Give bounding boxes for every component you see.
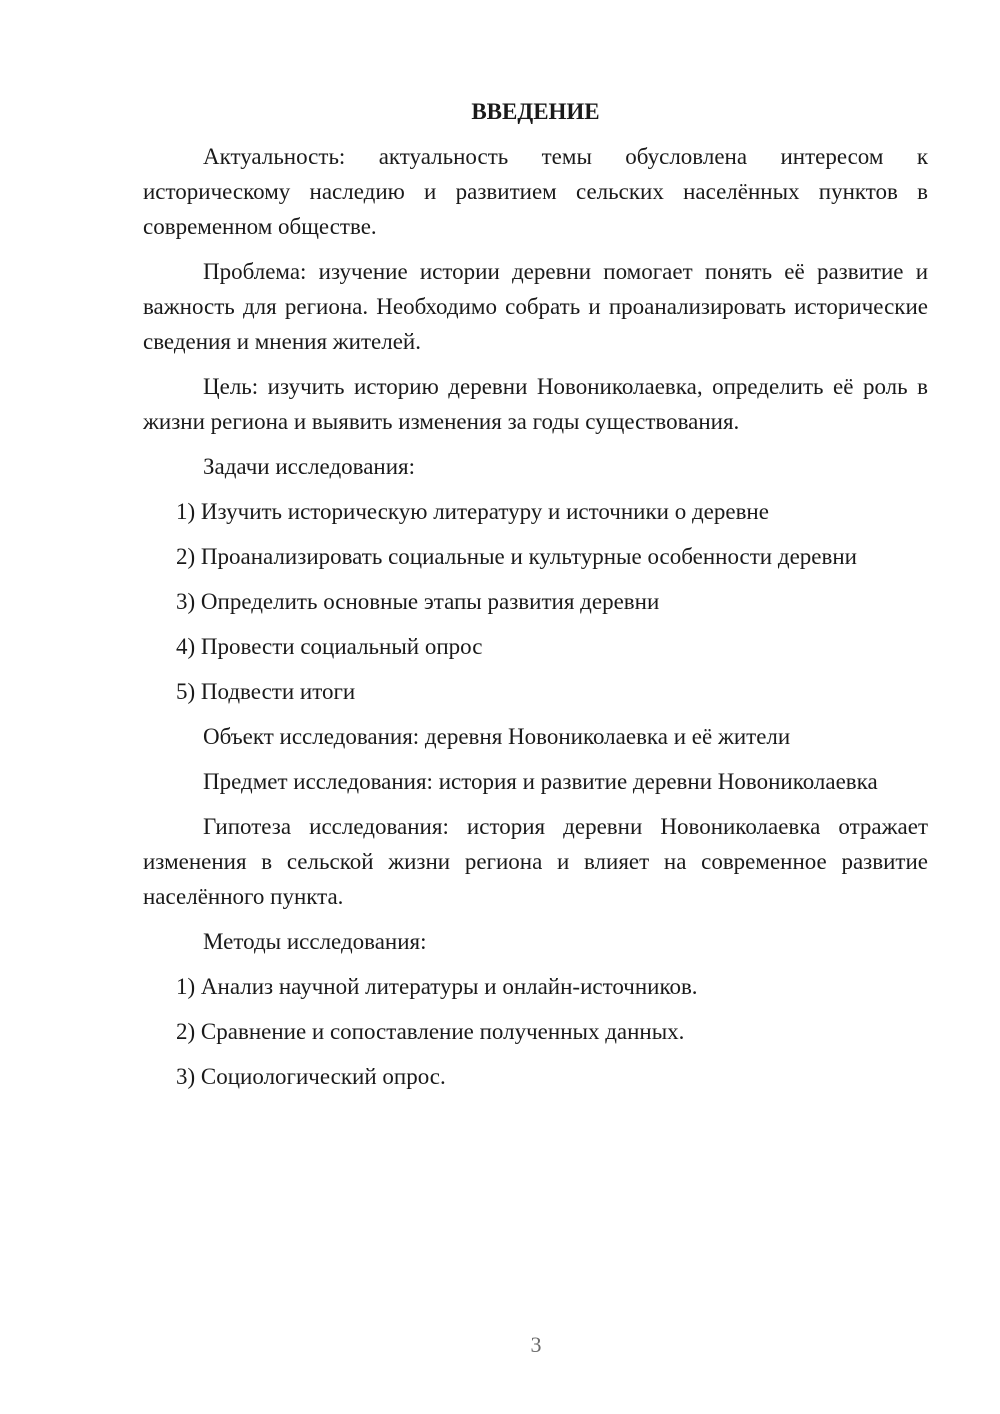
subject-paragraph: Предмет исследования: история и развитие деревни Новониколаевка [203,769,878,794]
hypothesis-paragraph: Гипотеза исследования: история деревни Новониколаевка отражает изменения в сельской жизни региона и влияет на современное развитие населённого пункта. [143,814,928,909]
method-item: 2) Сравнение и сопоставление полученных данных. [176,1019,685,1044]
goal-paragraph: Цель: изучить историю деревни Новониколаевка, определить её роль в жизни региона и выявить изменения за годы существования. [143,374,928,434]
task-item: 3) Определить основные этапы развития деревни [176,589,660,614]
task-item: 2) Проанализировать социальные и культурные особенности деревни [176,544,857,569]
object-paragraph: Объект исследования: деревня Новониколаевка и её жители [203,724,791,749]
method-item: 1) Анализ научной литературы и онлайн-источников. [176,974,698,999]
task-item: 1) Изучить историческую литературу и источники о деревне [176,499,769,524]
tasks-list [143,494,928,709]
task-item: 4) Провести социальный опрос [176,634,483,659]
section-title: ВВЕДЕНИЕ [471,99,600,124]
methods-heading: Методы исследования: [203,929,427,954]
page-number: 3 [530,1332,542,1357]
task-item: 5) Подвести итоги [176,679,356,704]
methods-list [143,969,928,1094]
problem-paragraph: Проблема: изучение истории деревни помогает понять её развитие и важность для региона. Необходимо собрать и проанализировать исторические сведения и мнения жителей. [143,259,928,354]
document-body [143,94,928,1104]
relevance-paragraph: Актуальность: актуальность темы обусловлена интересом к историческому наследию и развитием сельских населённых пунктов в современном обществе. [143,144,928,239]
tasks-heading: Задачи исследования: [203,454,416,479]
method-item: 3) Социологический опрос. [176,1064,446,1089]
